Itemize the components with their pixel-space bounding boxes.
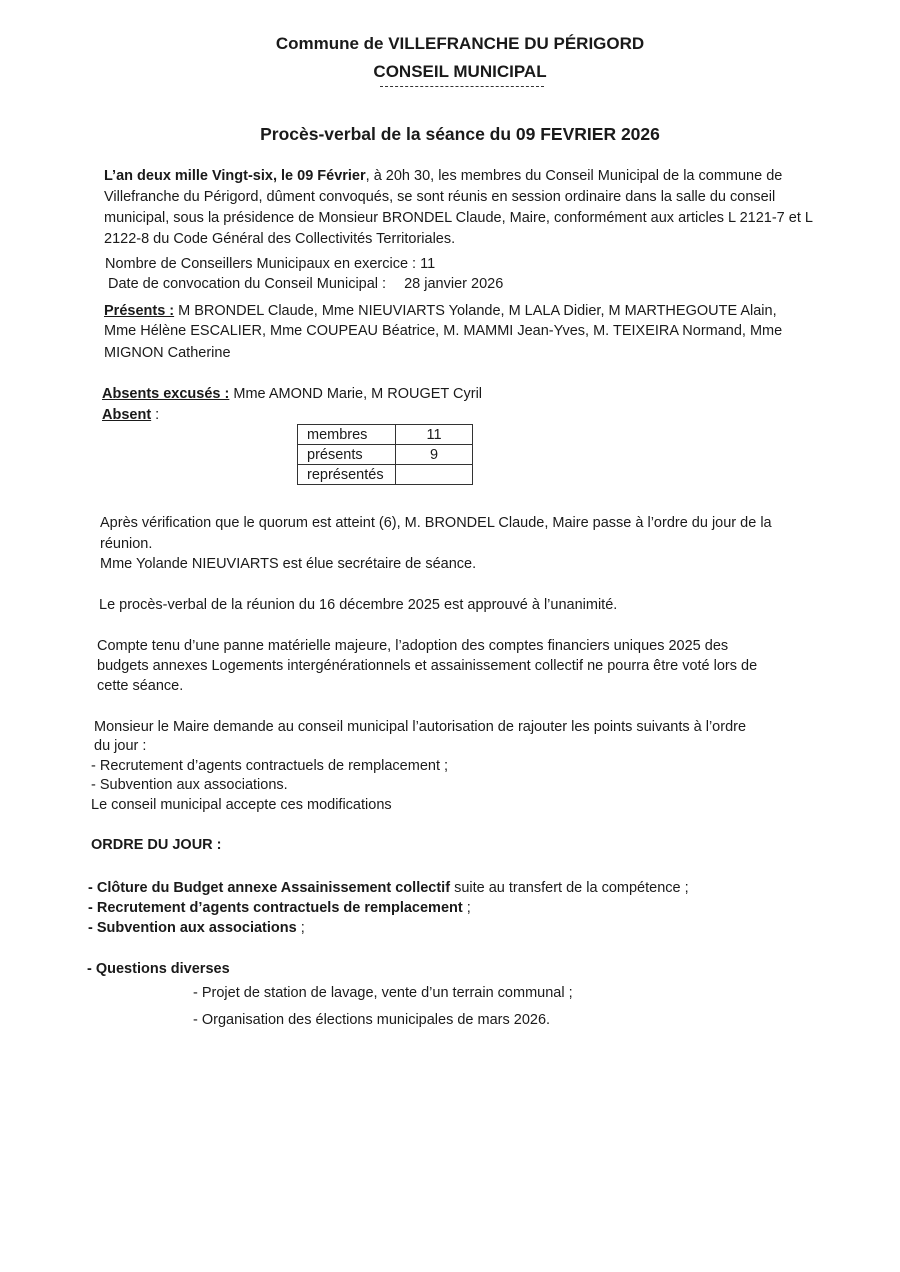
attendance-table — [297, 424, 473, 485]
pv-approval: Le procès-verbal de la réunion du 16 décembre 2025 est approuvé à l’unanimité. — [99, 597, 618, 613]
question-item-1: - Projet de station de lavage, vente d’un terrain communal ; — [193, 985, 573, 1001]
table-cell-label: présents — [298, 445, 396, 465]
absents-excuses-label: Absents excusés : — [102, 386, 230, 402]
presents-names-1: M BRONDEL Claude, Mme NIEUVIARTS Yolande, M LALA Didier, M MARTHEGOUTE Alain, — [174, 303, 777, 319]
table-row — [298, 425, 473, 445]
conseil-title: CONSEIL MUNICIPAL — [373, 62, 547, 81]
ordre-item-3 — [88, 920, 305, 936]
questions-diverses: - Questions diverses — [87, 961, 230, 977]
question-item-2: - Organisation des élections municipales de mars 2026. — [193, 1012, 551, 1028]
presents-label: Présents : — [104, 303, 175, 319]
maire-line-1: Monsieur le Maire demande au conseil municipal l’autorisation de rajouter les points suivants à l’ordre — [94, 719, 747, 735]
absent-label: Absent — [102, 407, 152, 423]
title-separator — [380, 86, 544, 87]
maire-line-2: du jour : — [94, 738, 147, 754]
presents-line-3: MIGNON Catherine — [104, 345, 231, 361]
convocation-line — [108, 276, 503, 292]
table-cell-label: représentés — [298, 465, 396, 485]
absents-excuses-names: Mme AMOND Marie, M ROUGET Cyril — [229, 386, 483, 402]
panne-line-3: cette séance. — [97, 678, 184, 694]
ordre-item-2-rest: ; — [462, 900, 471, 916]
absent-line — [102, 407, 159, 423]
conseillers-count: Nombre de Conseillers Municipaux en exercice : 11 — [105, 256, 436, 272]
absents-excuses-line — [102, 386, 482, 402]
intro-paragraph — [104, 166, 824, 250]
ordre-item-3-bold: - Subvention aux associations — [88, 920, 297, 936]
presents-line-2: Mme Hélène ESCALIER, Mme COUPEAU Béatrice, M. MAMMI Jean-Yves, M. TEIXEIRA Normand, Mme — [104, 323, 783, 339]
ordre-item-2 — [88, 900, 471, 916]
panne-line-1: Compte tenu d’une panne matérielle majeure, l’adoption des comptes financiers uniques 2025 des — [97, 638, 729, 654]
ordre-item-1-rest: suite au transfert de la compétence ; — [450, 880, 689, 896]
quorum-line-2: réunion. — [100, 536, 153, 552]
table-cell-label: membres — [298, 425, 396, 445]
presents-line-1 — [104, 303, 777, 319]
intro-date: L’an deux mille Vingt-six, le 09 Février — [104, 168, 366, 184]
ajout-item-2: - Subvention aux associations. — [91, 777, 288, 793]
ajout-item-1: - Recrutement d’agents contractuels de remplacement ; — [91, 758, 449, 774]
ordre-item-1-bold: - Clôture du Budget annexe Assainissement collectif — [88, 880, 451, 896]
panne-line-2: budgets annexes Logements intergénérationnels et assainissement collectif ne pourra être voté lors de — [97, 658, 758, 674]
intro-text: , à 20h 30, les membres du Conseil Municipal de la commune de Villefranche du Périgord, dûment convoqués, se sont réunis en session ordinaire dans la salle du conseil municipal, sous la présidence de Monsieur BRONDEL Claude, Maire, conformément aux articles L 2121-7 et L 2122-8 du Code Général des Collectivités Territoriales. — [104, 168, 813, 247]
absent-suffix: : — [151, 407, 160, 423]
table-cell-value: 9 — [396, 445, 473, 465]
page-title: Procès-verbal de la séance du 09 FEVRIER 2026 — [260, 124, 660, 144]
commune-title: Commune de VILLEFRANCHE DU PÉRIGORD — [275, 34, 645, 53]
convocation-label: Date de convocation du Conseil Municipal : — [108, 276, 387, 292]
accepte-line: Le conseil municipal accepte ces modifications — [91, 797, 392, 813]
ordre-item-2-bold: - Recrutement d’agents contractuels de remplacement — [88, 900, 463, 916]
table-cell-value: 11 — [396, 425, 473, 445]
ordre-item-3-rest: ; — [296, 920, 305, 936]
ordre-du-jour-title: ORDRE DU JOUR : — [91, 837, 222, 853]
ordre-item-1 — [88, 880, 689, 896]
table-cell-value — [396, 465, 473, 485]
quorum-line-1: Après vérification que le quorum est atteint (6), M. BRONDEL Claude, Maire passe à l’ordre du jour de la — [100, 515, 772, 531]
table-row — [298, 445, 473, 465]
convocation-date: 28 janvier 2026 — [404, 276, 504, 292]
table-row — [298, 465, 473, 485]
secretaire-line: Mme Yolande NIEUVIARTS est élue secrétaire de séance. — [100, 556, 477, 572]
